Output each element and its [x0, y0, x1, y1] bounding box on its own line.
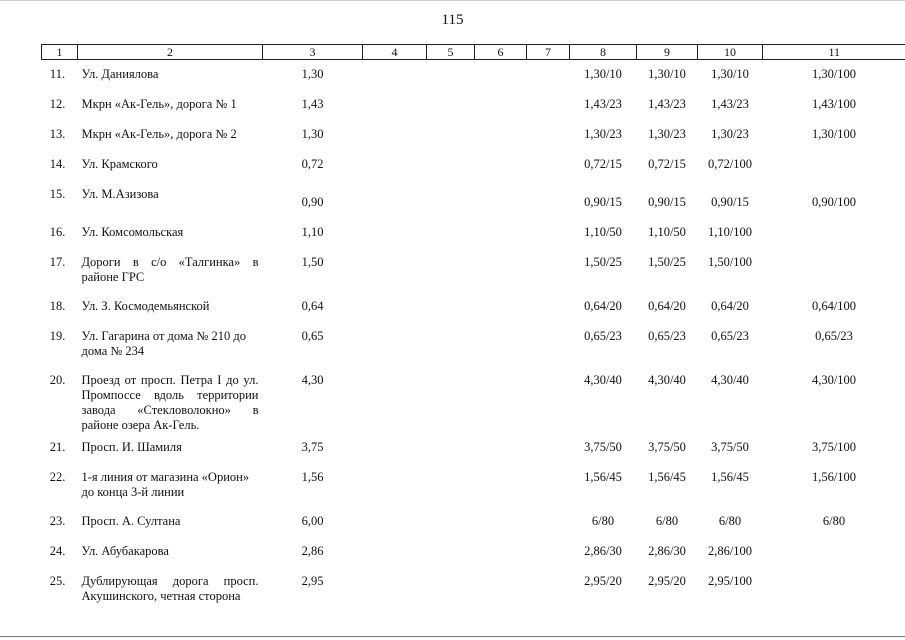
value-col-9: 1,43/23 — [648, 97, 686, 111]
column-header: 9 — [637, 45, 698, 60]
value-col-10: 6/80 — [718, 514, 742, 528]
road-length: 0,64 — [301, 299, 324, 313]
value-col-8: 1,50/25 — [584, 255, 622, 269]
row-number: 19. — [49, 329, 66, 343]
road-name: Проезд от просп. Петра I до ул. Промпоссе вдоль территории завода «Стекловолокно» в районе озера Ак-Гель. — [81, 373, 259, 432]
road-length: 1,43 — [301, 97, 324, 111]
value-col-8: 0,72/15 — [584, 157, 622, 171]
value-col-10: 0,72/100 — [707, 157, 753, 171]
table-row — [42, 248, 905, 292]
value-col-8: 2,95/20 — [584, 574, 622, 588]
table-row — [42, 90, 905, 120]
value-col-8: 4,30/40 — [584, 373, 622, 387]
table-row — [42, 567, 905, 611]
value-col-9: 1,10/50 — [648, 225, 686, 239]
value-col-10: 1,50/100 — [707, 255, 753, 269]
value-col-10: 1,43/23 — [711, 97, 749, 111]
road-name: Ул. Даниялова — [81, 67, 159, 81]
value-col-9: 3,75/50 — [648, 440, 686, 454]
road-length: 6,00 — [301, 514, 324, 528]
value-col-9: 1,50/25 — [648, 255, 686, 269]
value-col-9: 0,64/20 — [648, 299, 686, 313]
road-length: 1,30 — [301, 67, 324, 81]
value-col-11: 3,75/100 — [811, 440, 857, 454]
column-header: 8 — [570, 45, 637, 60]
value-col-9: 0,65/23 — [648, 329, 686, 343]
data-table — [41, 44, 905, 611]
row-number: 23. — [49, 514, 66, 528]
value-col-10: 0,65/23 — [711, 329, 749, 343]
value-col-11: 0,65/23 — [815, 329, 853, 343]
row-number: 14. — [49, 157, 66, 171]
road-length: 3,75 — [301, 440, 324, 454]
value-col-10: 1,30/23 — [711, 127, 749, 141]
column-header: 5 — [427, 45, 475, 60]
row-number: 24. — [49, 544, 66, 558]
value-col-11 — [763, 567, 905, 611]
value-col-10: 1,30/10 — [711, 67, 749, 81]
value-col-11: 0,64/100 — [811, 299, 857, 313]
column-header: 11 — [763, 45, 905, 60]
value-col-9: 6/80 — [655, 514, 679, 528]
value-col-10: 1,56/45 — [711, 470, 749, 484]
road-length: 4,30 — [301, 373, 324, 387]
road-name: Просп. А. Султана — [81, 514, 181, 528]
row-number: 12. — [49, 97, 66, 111]
value-col-8: 3,75/50 — [584, 440, 622, 454]
table-row — [42, 120, 905, 150]
value-col-9: 4,30/40 — [648, 373, 686, 387]
value-col-8: 0,65/23 — [584, 329, 622, 343]
row-number: 11. — [49, 67, 66, 81]
road-name: Ул. М.Азизова — [81, 187, 159, 201]
table-row — [42, 463, 905, 507]
road-name: Дороги в с/о «Талгинка» в районе ГРС — [81, 255, 259, 284]
road-length: 0,72 — [301, 157, 324, 171]
row-number: 15. — [49, 187, 66, 201]
table-row — [42, 366, 905, 433]
road-length: 2,86 — [301, 544, 324, 558]
road-length: 0,90 — [301, 195, 324, 209]
value-col-9: 1,30/10 — [648, 67, 686, 81]
value-col-8: 1,43/23 — [584, 97, 622, 111]
value-col-8: 2,86/30 — [584, 544, 622, 558]
column-header: 4 — [363, 45, 427, 60]
value-col-9: 0,90/15 — [648, 195, 686, 209]
value-col-11 — [763, 537, 905, 567]
value-col-9: 1,30/23 — [648, 127, 686, 141]
value-col-8: 1,30/10 — [584, 67, 622, 81]
road-name: Мкрн «Ак-Гель», дорога № 1 — [81, 97, 237, 111]
value-col-11: 0,90/100 — [811, 195, 857, 209]
value-col-11: 1,43/100 — [811, 97, 857, 111]
value-col-11: 4,30/100 — [811, 373, 857, 387]
row-number: 20. — [49, 373, 66, 387]
row-number: 17. — [49, 255, 66, 269]
value-col-11 — [763, 218, 905, 248]
value-col-11: 1,56/100 — [811, 470, 857, 484]
road-length: 1,30 — [301, 127, 324, 141]
road-name: Ул. Абубакарова — [81, 544, 169, 558]
value-col-9: 0,72/15 — [648, 157, 686, 171]
value-col-11 — [763, 150, 905, 180]
page-number: 115 — [441, 12, 464, 28]
road-name: Мкрн «Ак-Гель», дорога № 2 — [81, 127, 237, 141]
table-row — [42, 180, 905, 218]
row-number: 25. — [49, 574, 66, 588]
road-length: 1,50 — [301, 255, 324, 269]
value-col-10: 1,10/100 — [707, 225, 753, 239]
value-col-10: 2,86/100 — [707, 544, 753, 558]
table-row — [42, 60, 905, 91]
table-row — [42, 507, 905, 537]
value-col-8: 1,30/23 — [584, 127, 622, 141]
table-row — [42, 322, 905, 366]
road-name: Ул. Гагарина от дома № 210 до дома № 234 — [81, 329, 246, 358]
value-col-10: 0,90/15 — [711, 195, 749, 209]
road-name: Ул. Комсомольская — [81, 225, 184, 239]
value-col-11: 6/80 — [822, 514, 846, 528]
value-col-9: 2,86/30 — [648, 544, 686, 558]
table-row — [42, 218, 905, 248]
value-col-10: 0,64/20 — [711, 299, 749, 313]
value-col-11: 1,30/100 — [811, 67, 857, 81]
value-col-10: 4,30/40 — [711, 373, 749, 387]
road-name: Ул. Крамского — [81, 157, 158, 171]
value-col-10: 2,95/100 — [707, 574, 753, 588]
road-length: 1,56 — [301, 470, 324, 484]
value-col-8: 6/80 — [591, 514, 615, 528]
value-col-8: 1,10/50 — [584, 225, 622, 239]
table-row — [42, 433, 905, 463]
value-col-11: 1,30/100 — [811, 127, 857, 141]
table-row — [42, 292, 905, 322]
value-col-11 — [763, 248, 905, 292]
value-col-9: 2,95/20 — [648, 574, 686, 588]
road-name: 1-я линия от магазина «Орион» до конца 3-й линии — [81, 470, 250, 499]
column-header: 2 — [78, 45, 263, 60]
road-name: Дублирующая дорога просп. Акушинского, четная сторона — [81, 574, 259, 603]
value-col-8: 0,64/20 — [584, 299, 622, 313]
road-length: 2,95 — [301, 574, 324, 588]
row-number: 16. — [49, 225, 66, 239]
value-col-8: 1,56/45 — [584, 470, 622, 484]
value-col-9: 1,56/45 — [648, 470, 686, 484]
row-number: 13. — [49, 127, 66, 141]
column-header: 10 — [698, 45, 763, 60]
road-name: Просп. И. Шамиля — [81, 440, 182, 454]
column-header: 3 — [263, 45, 363, 60]
row-number: 18. — [49, 299, 66, 313]
row-number: 21. — [49, 440, 66, 454]
row-number: 22. — [49, 470, 66, 484]
scan-top-edge — [0, 0, 905, 1]
value-col-8: 0,90/15 — [584, 195, 622, 209]
column-header: 6 — [475, 45, 527, 60]
scan-bottom-edge — [0, 636, 905, 637]
road-length: 0,65 — [301, 329, 324, 343]
table-header-row — [42, 45, 905, 60]
road-length: 1,10 — [301, 225, 324, 239]
value-col-10: 3,75/50 — [711, 440, 749, 454]
column-header: 1 — [42, 45, 78, 60]
road-name: Ул. З. Космодемьянской — [81, 299, 210, 313]
table-row — [42, 537, 905, 567]
table-row — [42, 150, 905, 180]
column-header: 7 — [527, 45, 570, 60]
